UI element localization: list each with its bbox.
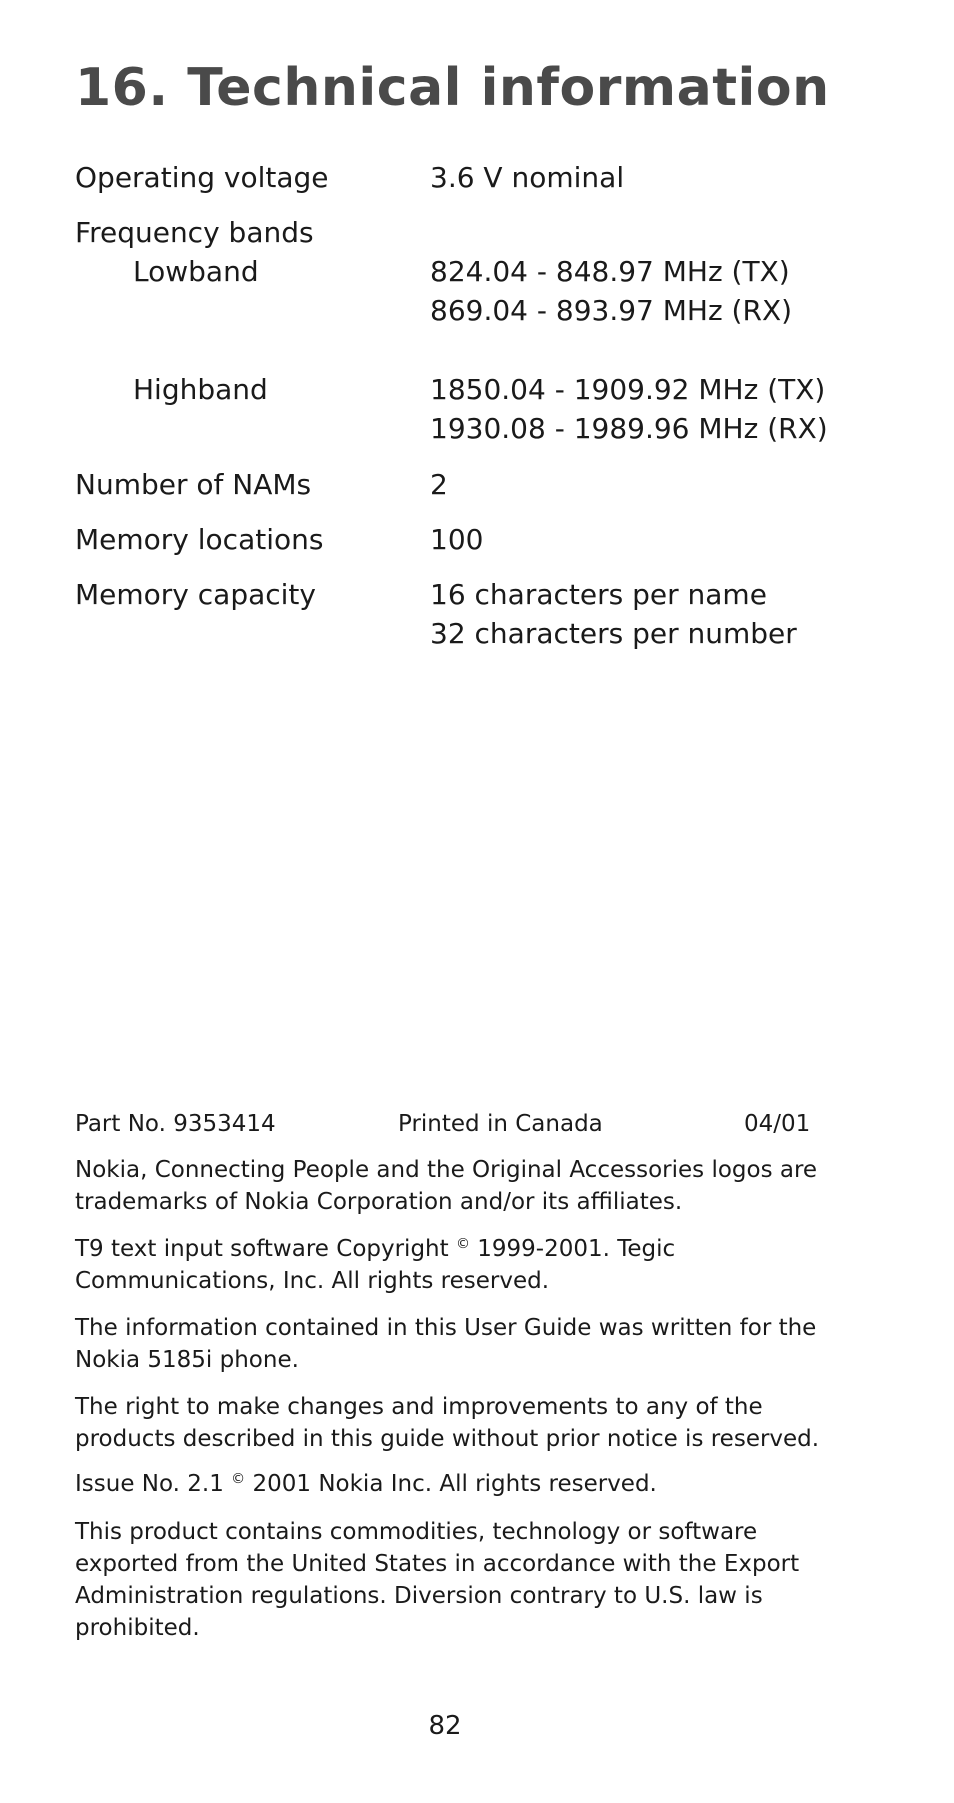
t9-text-end: 1999-2001. Tegic Communications, Inc. All rights reserved. <box>75 1236 676 1294</box>
issue-text-start: Issue No. 2.1 <box>75 1471 232 1497</box>
part-number: Part No. 9353414 <box>75 1111 276 1137</box>
t9-text-start: T9 text input software Copyright <box>75 1236 456 1262</box>
print-date: 04/01 <box>744 1111 811 1137</box>
spec-label: Operating voltage <box>75 161 329 194</box>
spec-label: Frequency bands <box>75 216 314 249</box>
rights-reserved-note: The right to make changes and improvements to any of the products described in this guide without prior notice is reserved. <box>75 1394 820 1452</box>
issue-text-end: 2001 Nokia Inc. All rights reserved. <box>245 1471 657 1497</box>
spec-value: 100 <box>430 523 484 556</box>
user-guide-info: The information contained in this User Guide was written for the Nokia 5185i phone. <box>75 1315 817 1373</box>
spec-value: 32 characters per number <box>430 617 797 650</box>
spec-value: 1850.04 - 1909.92 MHz (TX) <box>430 373 826 406</box>
spec-label: Number of NAMs <box>75 468 312 501</box>
printed-in: Printed in Canada <box>398 1111 603 1137</box>
spec-value: 3.6 V nominal <box>430 161 625 194</box>
spec-label: Memory capacity <box>75 578 316 611</box>
spec-value: 2 <box>430 468 448 501</box>
t9-copyright-note <box>75 1233 835 1297</box>
spec-label: Highband <box>133 373 268 406</box>
spec-value: 1930.08 - 1989.96 MHz (RX) <box>430 412 828 445</box>
copyright-symbol: © <box>231 1471 246 1487</box>
spec-label: Memory locations <box>75 523 324 556</box>
spec-value: 824.04 - 848.97 MHz (TX) <box>430 255 790 288</box>
spec-value: 869.04 - 893.97 MHz (RX) <box>430 294 793 327</box>
page-title: 16. Technical information <box>75 58 830 118</box>
page-number: 82 <box>428 1711 462 1741</box>
spec-value: 16 characters per name <box>430 578 767 611</box>
issue-note <box>75 1468 835 1500</box>
copyright-symbol: © <box>455 1236 470 1252</box>
spec-label: Lowband <box>133 255 259 288</box>
trademarks-note: Nokia, Connecting People and the Original Accessories logos are trademarks of Nokia Corporation and/or its affiliates. <box>75 1157 818 1215</box>
export-note: This product contains commodities, technology or software exported from the United States in accordance with the Export Administration regulations. Diversion contrary to U.S. law is prohibited. <box>75 1519 800 1641</box>
